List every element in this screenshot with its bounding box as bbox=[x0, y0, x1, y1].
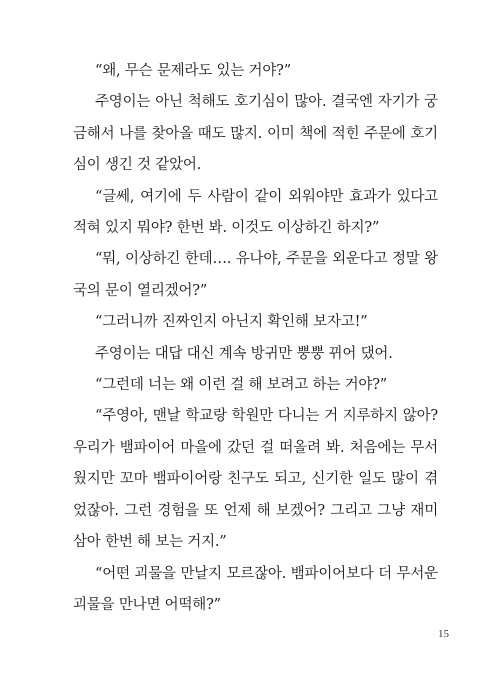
paragraph: “어떤 괴물을 만날지 모르잖아. 뱀파이어보다 더 무서운 괴물을 만나면 어떡해?” bbox=[73, 565, 438, 613]
paragraph: “뭐, 이상하긴 한데…. 유나야, 주문을 외운다고 정말 왕국의 문이 열리겠어?” bbox=[73, 251, 438, 299]
body-text bbox=[73, 56, 438, 621]
paragraph: “왜, 무슨 문제라도 있는 거야?” bbox=[95, 63, 291, 79]
paragraph: “그러니까 진짜인지 아닌지 확인해 보자고!” bbox=[95, 314, 368, 331]
paragraph: “그런데 너는 왜 이런 걸 해 보려고 하는 거야?” bbox=[95, 377, 387, 394]
paragraph: “글쎄, 여기에 두 사람이 같이 외워야만 효과가 있다고 적혀 있지 뭐야? 한번 봐. 이것도 이상하긴 하지?” bbox=[73, 188, 438, 237]
paragraph: “주영아, 맨날 학교랑 학원만 다니는 거 지루하지 않아? 우리가 뱀파이어 마을에 갔던 걸 떠올려 봐. 처음에는 무서웠지만 꼬마 뱀파이어랑 친구도 되고, 신기한 일도 많이 겪었잖아. 그런 경험을 또 언제 해 보겠어? 그리고 그냥 재미 삼아 한번 해 보는 거지.” bbox=[73, 408, 438, 551]
paragraph: 주영이는 아닌 척해도 호기심이 많아. 결국엔 자기가 궁금해서 나를 찾아올 때도 많지. 이미 책에 적힌 주문에 호기심이 생긴 것 같았어. bbox=[73, 94, 438, 174]
paragraph: 주영이는 대답 대신 계속 방귀만 뿡뿡 뀌어 댔어. bbox=[95, 345, 393, 362]
page-number: 15 bbox=[438, 628, 449, 640]
